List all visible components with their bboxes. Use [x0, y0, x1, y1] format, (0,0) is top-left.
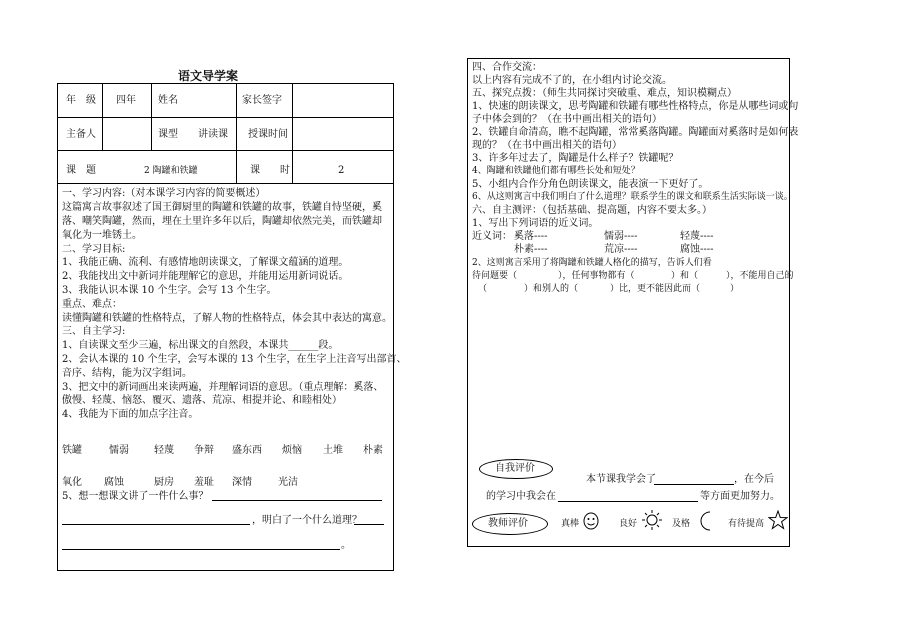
smiley-icon[interactable] [582, 511, 600, 531]
self-eval-text: 等方面更加努力。 [700, 491, 780, 502]
word-item: 轻蔑 [154, 445, 174, 456]
grade-label: 年 级 [66, 95, 96, 106]
answer-line[interactable] [212, 500, 382, 501]
question-2-text: ）比，更不能因此而（ [610, 284, 701, 294]
question-2-text: ），任何事物都有（ [558, 271, 635, 281]
eval-level: 良好 [619, 519, 638, 529]
self-eval-text: 的学习中我会在 [486, 491, 556, 502]
word-item: 光洁 [278, 477, 298, 488]
answer-line[interactable] [62, 549, 340, 550]
left-line: 音序、结构，能为汉字组词。 [62, 368, 192, 379]
word-item: 懦弱 [109, 445, 129, 456]
word-item: 朴素 [363, 445, 383, 456]
left-line: 4、我能为下面的加点字注音。 [62, 409, 199, 420]
word-item: 铁罐 [62, 445, 82, 456]
right-panel [467, 58, 799, 547]
question-5: 5、想一想课文讲了一件什么事？ [62, 491, 209, 502]
synonym-item: 腐蚀---- [680, 244, 714, 255]
star-icon[interactable] [768, 510, 788, 530]
grade-value: 四年 [116, 95, 136, 106]
left-line: 2、我能找出文中新词并能理解它的意思，并能用运用新词说话。 [62, 271, 349, 282]
question-2-text: ） [730, 284, 740, 294]
question-2-text: （ [478, 284, 488, 294]
left-line: 重点、难点： [62, 299, 122, 310]
synonym-item: 奚落---- [514, 231, 548, 242]
left-line: 3、把文中的新词画出来读两遍，并理解词语的意思。（重点理解：奚落、 [62, 382, 384, 393]
right-line: 4、陶罐和铁罐他们都有哪些长处和短处？ [472, 166, 640, 176]
right-line: 六、自主测评：（包括基础、提高题，内容不要太多。） [472, 205, 712, 216]
word-item: 盛东西 [232, 445, 262, 456]
left-line: 氧化为一堆锈土。 [62, 230, 142, 241]
answer-line[interactable] [354, 524, 384, 525]
question-2-text: ）和（ [671, 271, 699, 281]
word-item: 深情 [232, 477, 252, 488]
right-line: 现的？（在书中画出相关的语句） [472, 140, 622, 151]
synonym-item: 朴素---- [514, 244, 548, 255]
right-line: 1、写出下列词语的近义词。 [472, 218, 599, 229]
name-label: 姓名 [158, 95, 178, 106]
left-line: 这篇寓言故事叙述了国王御厨里的陶罐和铁罐的故事，铁罐自恃坚硬，奚 [62, 202, 382, 213]
synonym-item: 懦弱---- [604, 231, 638, 242]
eval-level: 及格 [672, 519, 691, 529]
question-2-text: 待问题要（ [472, 271, 518, 281]
teacher-eval-label: 教师评价 [488, 518, 528, 529]
word-item: 羞耻 [194, 477, 214, 488]
self-eval-text: 本节课我学会了 [586, 474, 656, 485]
word-item: 烦恼 [282, 445, 302, 456]
left-panel [57, 83, 407, 571]
self-eval-blank[interactable] [654, 484, 734, 485]
right-line: 6、从这则寓言中我们明白了什么道理？联系学生的课文和联系生活实际谈一谈。 [472, 192, 793, 202]
right-line: 5、小组内合作分角色朗读课文，能表演一下更好了。 [472, 179, 709, 190]
left-line: 1、自读课文至少三遍，标出课文的自然段，本课共______段。 [62, 340, 339, 351]
word-item: 腐蚀 [104, 477, 124, 488]
period-label: 课 时 [250, 165, 290, 176]
left-line: 三、自主学习: [62, 326, 126, 337]
question-5-end: 。 [341, 540, 351, 551]
right-line: 四、合作交流： [472, 62, 542, 73]
right-line: 五、探究点拨：（师生共同探讨突破重、难点，知识模糊点） [472, 88, 737, 99]
page-title: 语文导学案 [178, 69, 239, 83]
left-line: 2、会认本课的 10 个生字，会写本课的 13 个生字，在生字上注音写出部首、 [62, 354, 407, 365]
topic-value: 2 陶罐和铁罐 [144, 166, 198, 176]
right-line: 3、许多年过去了，陶罐是什么样子？铁罐呢？ [472, 153, 679, 164]
word-item: 争辩 [194, 445, 214, 456]
lesson-type-value: 讲读课 [198, 129, 228, 140]
left-line: 落、嘲笑陶罐，然而，埋在土里许多年以后，陶罐却依然完美，而铁罐却 [62, 216, 382, 227]
left-line: 读懂陶罐和铁罐的性格特点，了解人物的性格特点，体会其中表达的寓意。 [62, 313, 392, 324]
self-eval-blank[interactable] [558, 501, 698, 502]
self-eval-text: ，在今后 [734, 474, 774, 485]
topic-label: 课 题 [66, 165, 96, 176]
parent-sign-label: 家长签字 [242, 95, 282, 106]
period-value: 2 [338, 165, 345, 176]
answer-line[interactable] [62, 524, 250, 525]
question-5-mid: ，明白了一个什么道理？ [252, 515, 362, 526]
teach-time-label: 授课时间 [248, 129, 288, 140]
word-item: 氧化 [62, 477, 82, 488]
self-eval-label: 自我评价 [495, 463, 535, 474]
question-2-text: ），不能用自己的 [726, 271, 794, 281]
left-line: 傲慢、轻蔑、恼怒、覆灭、遗落、荒凉、相提并论、和睦相处） [62, 395, 342, 406]
sun-icon[interactable] [641, 509, 663, 531]
left-line: 二、学习目标: [62, 244, 126, 255]
word-item: 厨房 [154, 477, 174, 488]
question-2-line1: 2、这则寓言采用了将陶罐和铁罐人格化的描写，告诉人们看 [472, 258, 712, 268]
eval-level: 真棒 [561, 519, 580, 529]
right-line: 子中体会到的？（在书中画出相关的语句） [472, 114, 662, 125]
lesson-type-label: 课型 [158, 129, 178, 140]
right-line: 2、铁罐自命清高，瞧不起陶罐，常常奚落陶罐。陶罐面对奚落时是如何表 [472, 127, 799, 138]
preparer-label: 主备人 [66, 129, 96, 140]
eval-level: 有待提高 [728, 519, 765, 529]
right-line: 1、快速的朗读课文，思考陶罐和铁罐有哪些性格特点，你是从哪些词或句 [472, 101, 799, 112]
left-line: 一、学习内容:（对本课学习内容的简要概述） [62, 188, 266, 199]
synonym-item: 轻蔑---- [680, 231, 714, 242]
synonym-item: 荒凉---- [604, 244, 638, 255]
moon-icon[interactable] [696, 510, 716, 532]
synonym-label: 近义词： [472, 231, 512, 242]
left-line: 3、我能认识本课 10 个生字。会写 13 个生字。 [62, 285, 277, 296]
word-item: 土堆 [323, 445, 343, 456]
question-2-text: ）和别人的（ [524, 284, 579, 294]
left-line: 1、我能正确、流利、有感情地朗读课文，了解课文蕴涵的道理。 [62, 257, 349, 268]
right-line: 以上内容有完成不了的，在小组内讨论交流。 [472, 75, 672, 86]
